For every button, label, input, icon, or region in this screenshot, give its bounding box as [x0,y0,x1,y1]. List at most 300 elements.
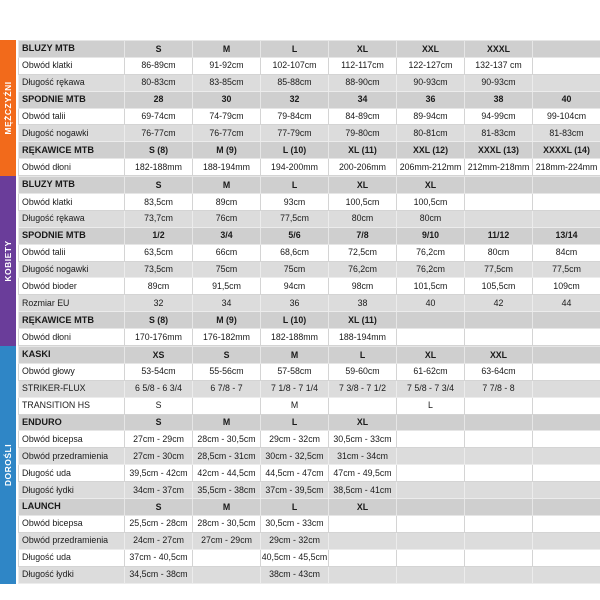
section-label-women: KOBIETY [3,240,13,282]
table-cell [465,431,533,448]
table-cell [533,549,600,566]
measure-label: Długość rękawa [19,210,125,227]
size-header-cell: XXXXL (14) [533,142,600,159]
table-cell [533,57,600,74]
size-header-cell [533,177,600,194]
section-band-women [0,176,16,346]
table-cell: 30,5cm - 33cm [329,431,397,448]
table-cell: 76,2cm [397,244,465,261]
size-header-cell [533,41,600,58]
measure-label: Obwód dłoni [19,329,125,346]
table-cell [465,465,533,482]
table-row [19,448,600,465]
table-cell [397,465,465,482]
table-row [19,74,600,91]
size-header-cell: 38 [465,91,533,108]
category-title: BLUZY MTB [19,41,125,58]
size-header-cell: M [193,414,261,431]
size-header-cell: M (9) [193,142,261,159]
table-cell: 6 5/8 - 6 3/4 [125,380,193,397]
size-header-cell: XXXL (13) [465,142,533,159]
table-cell: 109cm [533,278,600,295]
table-row [19,465,600,482]
table-cell: 40 [397,295,465,312]
table-cell: 101,5cm [397,278,465,295]
table-cell: 74-79cm [193,108,261,125]
table-row [19,108,600,125]
table-cell: 57-58cm [261,363,329,380]
table-cell: 100,5cm [329,194,397,211]
size-header-cell [533,499,600,516]
table-cell: 32 [125,295,193,312]
size-header-cell: XL (11) [329,142,397,159]
table-cell: 28,5cm - 31cm [193,448,261,465]
table-cell: 7 3/8 - 7 1/2 [329,380,397,397]
table-cell: 40,5cm - 45,5cm [261,549,329,566]
size-header-cell: XL [329,177,397,194]
table-cell: 6 7/8 - 7 [193,380,261,397]
table-row [19,210,600,227]
table-cell: 90-93cm [465,74,533,91]
table-header-row [19,177,600,194]
table-row [19,397,600,414]
table-cell: 37cm - 39,5cm [261,482,329,499]
category-title: RĘKAWICE MTB [19,312,125,329]
table-cell: 66cm [193,244,261,261]
table-cell: 194-200mm [261,159,329,176]
table-cell [533,210,600,227]
table-cell: 91,5cm [193,278,261,295]
table-cell: 39,5cm - 42cm [125,465,193,482]
size-header-cell: S [125,177,193,194]
size-header-cell: XL [329,499,397,516]
size-header-cell: XXL (12) [397,142,465,159]
table-cell: 188-194mm [193,159,261,176]
table-cell [193,397,261,414]
table-cell: 89cm [125,278,193,295]
measure-label: Obwód bioder [19,278,125,295]
table-cell: 79-80cm [329,125,397,142]
size-header-cell: 11/12 [465,227,533,244]
table-cell [533,431,600,448]
table-cell [329,566,397,583]
table-cell [533,532,600,549]
measure-label: Długość nogawki [19,261,125,278]
size-header-cell: L [261,177,329,194]
size-header-cell: 13/14 [533,227,600,244]
table-men [18,40,600,176]
table-cell: 77-79cm [261,125,329,142]
table-header-row [19,499,600,516]
size-header-cell: S [125,41,193,58]
table-cell: 42cm - 44,5cm [193,465,261,482]
table-cell [397,566,465,583]
table-cell [397,549,465,566]
measure-label: Obwód dłoni [19,159,125,176]
size-header-cell: S (8) [125,312,193,329]
table-row [19,295,600,312]
table-cell: 31cm - 34cm [329,448,397,465]
size-header-cell: S (8) [125,142,193,159]
table-row [19,194,600,211]
table-cell: 61-62cm [397,363,465,380]
table-cell: L [397,397,465,414]
table-cell: 7 7/8 - 8 [465,380,533,397]
size-header-cell: 32 [261,91,329,108]
measure-label: Rozmiar EU [19,295,125,312]
table-header-row [19,312,600,329]
size-header-cell: L (10) [261,312,329,329]
table-cell: S [125,397,193,414]
table-cell: 90-93cm [397,74,465,91]
table-cell [465,397,533,414]
table-header-row [19,41,600,58]
table-cell: M [261,397,329,414]
table-cell: 122-127cm [397,57,465,74]
table-cell: 170-176mm [125,329,193,346]
size-header-cell: XL [329,414,397,431]
table-cell [329,549,397,566]
measure-label: Obwód talii [19,244,125,261]
table-header-row [19,347,600,364]
table-cell [533,74,600,91]
measure-label: Obwód przedramienia [19,532,125,549]
table-row [19,380,600,397]
table-cell [329,515,397,532]
table-adults [18,346,600,583]
table-cell [465,194,533,211]
table-cell: 76-77cm [193,125,261,142]
size-header-cell [533,347,600,364]
table-cell: 59-60cm [329,363,397,380]
table-row [19,532,600,549]
table-cell: 80cm [397,210,465,227]
size-chart [0,40,600,584]
table-row [19,431,600,448]
table-cell: 98cm [329,278,397,295]
table-cell: 69-74cm [125,108,193,125]
table-cell [329,397,397,414]
table-cell [533,482,600,499]
table-cell: 77,5cm [465,261,533,278]
table-header-row [19,227,600,244]
table-cell: 93cm [261,194,329,211]
table-cell: 86-89cm [125,57,193,74]
size-header-cell: XL [329,41,397,58]
table-cell [533,363,600,380]
table-row [19,363,600,380]
table-cell: 34cm - 37cm [125,482,193,499]
table-cell [193,549,261,566]
table-cell: 89cm [193,194,261,211]
size-header-cell: M (9) [193,312,261,329]
size-header-cell [465,414,533,431]
measure-label: Obwód głowy [19,363,125,380]
table-cell: 34,5cm - 38cm [125,566,193,583]
table-cell: 84cm [533,244,600,261]
table-cell [533,465,600,482]
size-header-cell: 7/8 [329,227,397,244]
category-title: KASKI [19,347,125,364]
table-cell: 44 [533,295,600,312]
measure-label: Obwód klatki [19,57,125,74]
table-cell: 76,2cm [329,261,397,278]
table-header-row [19,142,600,159]
table-cell [465,549,533,566]
size-header-cell: M [193,41,261,58]
size-header-cell: XXL [397,41,465,58]
table-cell: 63-64cm [465,363,533,380]
table-cell: 76,2cm [397,261,465,278]
size-header-cell [465,312,533,329]
table-cell [465,329,533,346]
table-cell: 77,5cm [261,210,329,227]
table-cell: 63,5cm [125,244,193,261]
table-cell: 99-104cm [533,108,600,125]
table-cell: 27cm - 29cm [193,532,261,549]
table-cell: 84-89cm [329,108,397,125]
table-cell: 83-85cm [193,74,261,91]
size-header-cell: M [193,177,261,194]
size-header-cell: S [125,499,193,516]
section-men [0,40,600,176]
section-women [0,176,600,346]
table-cell: 36 [261,295,329,312]
category-title: SPODNIE MTB [19,227,125,244]
table-cell: 132-137 cm [465,57,533,74]
table-cell [533,448,600,465]
size-header-cell: M [193,499,261,516]
section-label-adults: DOROŚLI [3,443,13,486]
table-cell: 112-117cm [329,57,397,74]
section-adults [0,346,600,583]
measure-label: Długość łydki [19,482,125,499]
table-cell [397,532,465,549]
table-row [19,278,600,295]
measure-label: Długość uda [19,549,125,566]
table-cell: 182-188mm [125,159,193,176]
table-cell: 68,6cm [261,244,329,261]
size-header-cell: 5/6 [261,227,329,244]
size-header-cell: M [261,347,329,364]
table-cell: 105,5cm [465,278,533,295]
size-header-cell: XXXL [465,41,533,58]
table-cell: 218mm-224mm [533,159,600,176]
category-title: RĘKAWICE MTB [19,142,125,159]
measure-label: Obwód klatki [19,194,125,211]
measure-label: Długość łydki [19,566,125,583]
table-cell: 94-99cm [465,108,533,125]
table-cell: 72,5cm [329,244,397,261]
table-cell: 35,5cm - 38cm [193,482,261,499]
size-header-cell: S [125,414,193,431]
table-cell: 102-107cm [261,57,329,74]
table-cell: 27cm - 30cm [125,448,193,465]
table-cell: 38 [329,295,397,312]
table-header-row [19,414,600,431]
size-header-cell [465,499,533,516]
table-cell: 81-83cm [533,125,600,142]
table-cell: 88-90cm [329,74,397,91]
category-title: BLUZY MTB [19,177,125,194]
table-row [19,57,600,74]
size-header-cell: 34 [329,91,397,108]
table-cell: 79-84cm [261,108,329,125]
table-cell: 83,5cm [125,194,193,211]
size-header-cell: L [261,414,329,431]
table-cell [533,329,600,346]
table-cell: 80cm [329,210,397,227]
table-cell: 76cm [193,210,261,227]
table-cell: 30,5cm - 33cm [261,515,329,532]
table-cell: 206mm-212mm [397,159,465,176]
measure-label: Obwód bicepsa [19,431,125,448]
measure-label: Obwód przedramienia [19,448,125,465]
size-header-cell: XL (11) [329,312,397,329]
table-cell [465,448,533,465]
table-cell: 7 5/8 - 7 3/4 [397,380,465,397]
size-header-cell: L [261,41,329,58]
table-row [19,159,600,176]
size-header-cell [397,414,465,431]
table-cell: 200-206mm [329,159,397,176]
size-header-cell: 28 [125,91,193,108]
table-cell: 81-83cm [465,125,533,142]
table-cell: 28cm - 30,5cm [193,431,261,448]
category-title: ENDURO [19,414,125,431]
table-row [19,482,600,499]
table-cell [533,515,600,532]
size-header-cell: L [329,347,397,364]
table-row [19,125,600,142]
table-cell [465,532,533,549]
size-header-cell [533,414,600,431]
size-header-cell: XS [125,347,193,364]
table-cell: 27cm - 29cm [125,431,193,448]
table-cell [533,397,600,414]
measure-label: Obwód talii [19,108,125,125]
table-cell: 85-88cm [261,74,329,91]
table-cell: 89-94cm [397,108,465,125]
section-band-adults [0,346,16,583]
size-header-cell: 9/10 [397,227,465,244]
size-header-cell: XL [397,177,465,194]
table-cell [329,532,397,549]
table-cell [397,448,465,465]
table-cell: 7 1/8 - 7 1/4 [261,380,329,397]
measure-label: STRIKER-FLUX [19,380,125,397]
table-cell: 29cm - 32cm [261,532,329,549]
size-header-cell: 30 [193,91,261,108]
table-cell: 75cm [193,261,261,278]
table-cell: 34 [193,295,261,312]
size-header-cell [397,312,465,329]
table-cell: 80-83cm [125,74,193,91]
table-cell: 42 [465,295,533,312]
size-header-cell: L [261,499,329,516]
table-cell [465,210,533,227]
table-cell [465,515,533,532]
table-cell: 38cm - 43cm [261,566,329,583]
table-cell [397,482,465,499]
table-cell: 75cm [261,261,329,278]
table-cell: 53-54cm [125,363,193,380]
table-women [18,176,600,346]
measure-label: Długość nogawki [19,125,125,142]
table-row [19,261,600,278]
table-cell: 29cm - 32cm [261,431,329,448]
measure-label: Długość uda [19,465,125,482]
table-cell: 76-77cm [125,125,193,142]
table-cell: 44,5cm - 47cm [261,465,329,482]
table-cell: 91-92cm [193,57,261,74]
table-cell [533,566,600,583]
table-row [19,515,600,532]
table-cell [397,515,465,532]
table-cell: 100,5cm [397,194,465,211]
table-cell: 30cm - 32,5cm [261,448,329,465]
table-cell: 80-81cm [397,125,465,142]
size-header-cell: 36 [397,91,465,108]
table-cell [397,329,465,346]
size-header-cell: 1/2 [125,227,193,244]
table-cell: 55-56cm [193,363,261,380]
table-row [19,329,600,346]
table-cell: 188-194mm [329,329,397,346]
size-header-cell [397,499,465,516]
table-cell: 37cm - 40,5cm [125,549,193,566]
size-header-cell: XXL [465,347,533,364]
table-cell: 212mm-218mm [465,159,533,176]
table-cell: 182-188mm [261,329,329,346]
table-cell [533,194,600,211]
measure-label: Długość rękawa [19,74,125,91]
table-cell [465,566,533,583]
table-cell: 77,5cm [533,261,600,278]
category-title: LAUNCH [19,499,125,516]
size-header-cell [533,312,600,329]
table-cell [397,431,465,448]
measure-label: Obwód bicepsa [19,515,125,532]
section-band-men [0,40,16,176]
table-cell [193,566,261,583]
size-header-cell: S [193,347,261,364]
table-cell: 73,5cm [125,261,193,278]
size-header-cell: XL [397,347,465,364]
table-cell: 28cm - 30,5cm [193,515,261,532]
table-cell: 25,5cm - 28cm [125,515,193,532]
table-cell: 176-182mm [193,329,261,346]
table-cell: 47cm - 49,5cm [329,465,397,482]
table-cell: 80cm [465,244,533,261]
size-header-cell: L (10) [261,142,329,159]
table-cell: 38,5cm - 41cm [329,482,397,499]
table-cell: 24cm - 27cm [125,532,193,549]
table-row [19,549,600,566]
table-row [19,244,600,261]
table-row [19,566,600,583]
size-header-cell [465,177,533,194]
size-header-cell: 40 [533,91,600,108]
measure-label: TRANSITION HS [19,397,125,414]
table-cell: 94cm [261,278,329,295]
size-header-cell: 3/4 [193,227,261,244]
section-label-men: MĘŻCZYŹNI [3,81,13,135]
table-cell [533,380,600,397]
table-cell: 73,7cm [125,210,193,227]
category-title: SPODNIE MTB [19,91,125,108]
table-cell [465,482,533,499]
